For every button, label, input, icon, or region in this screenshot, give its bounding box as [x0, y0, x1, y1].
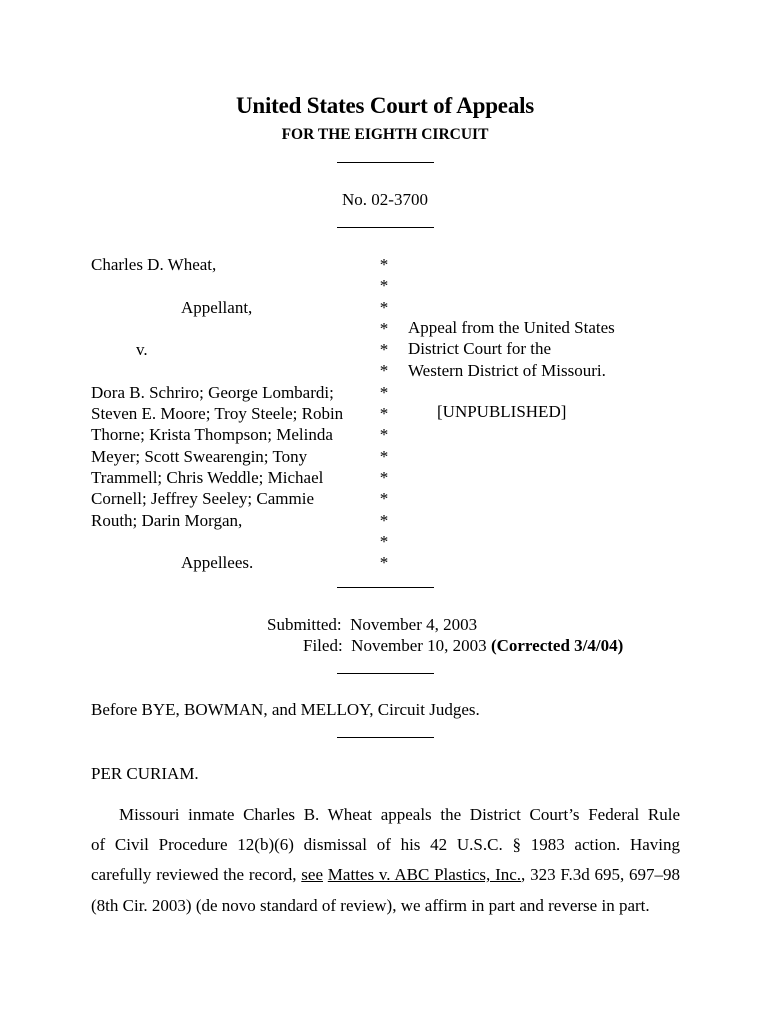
appellee-line: Trammell; Chris Weddle; Michael — [91, 467, 324, 487]
caption-star: * — [379, 467, 389, 487]
filed-date: November 10, 2003 — [351, 636, 487, 656]
opinion-text: carefully reviewed the record, — [91, 865, 302, 885]
caption-star: * — [379, 276, 389, 296]
caption-star: * — [379, 446, 389, 466]
caption-star: * — [379, 255, 389, 274]
caption-star: * — [379, 318, 389, 338]
circuit-subtitle: FOR THE EIGHTH CIRCUIT — [281, 126, 489, 143]
opinion-text: , 323 F.3d 695, 697–98 — [521, 865, 681, 885]
caption-star: * — [379, 361, 389, 381]
appellee-line: Cornell; Jeffrey Seeley; Cammie — [91, 489, 314, 509]
opinion-line: Missouri inmate Charles B. Wheat appeals the District Court’s Federal Rule — [119, 805, 680, 824]
submitted-date: November 4, 2003 — [350, 615, 478, 634]
divider — [337, 737, 434, 738]
divider — [337, 673, 434, 674]
court-title: United States Court of Appeals — [235, 93, 535, 118]
caption-star: * — [379, 297, 389, 317]
appeal-from — [408, 317, 615, 381]
filed-row — [267, 635, 623, 656]
submitted-label: Submitted: — [267, 615, 342, 634]
caption-star: * — [379, 404, 389, 424]
signal-see: see — [301, 865, 323, 885]
filing-dates — [267, 614, 623, 657]
opinion-line — [91, 860, 680, 890]
divider — [337, 587, 434, 588]
appellee-line: Thorne; Krista Thompson; Melinda — [91, 425, 333, 445]
party-block — [91, 254, 343, 573]
appeal-from-line: Appeal from the United States — [408, 318, 615, 337]
caption-star: * — [379, 425, 389, 445]
caption-star: * — [379, 489, 389, 509]
appellant-name: Charles D. Wheat, — [91, 255, 217, 274]
caption-star: * — [379, 510, 389, 530]
divider — [337, 162, 434, 163]
case-number: No. 02-3700 — [342, 190, 428, 209]
case-citation: Mattes v. ABC Plastics, Inc. — [327, 865, 522, 885]
appeal-from-line: Western District of Missouri. — [408, 360, 606, 380]
appellant-role: Appellant, — [181, 297, 253, 317]
caption-star-column — [377, 254, 391, 573]
submitted-row — [267, 614, 623, 635]
panel-judges: Before BYE, BOWMAN, and MELLOY, Circuit Judges. — [91, 700, 480, 719]
divider — [337, 227, 434, 228]
publication-status: [UNPUBLISHED] — [437, 402, 567, 421]
opinion-line: (8th Cir. 2003) (de novo standard of review), we affirm in part and reverse in part. — [91, 895, 650, 915]
opinion-paragraph — [91, 800, 680, 921]
corrected-note: (Corrected 3/4/04) — [490, 636, 624, 656]
appellee-line: Routh; Darin Morgan, — [91, 510, 243, 530]
appellee-line: Dora B. Schriro; George Lombardi; — [91, 382, 334, 402]
opinion-line: of Civil Procedure 12(b)(6) dismissal of his 42 U.S.C. § 1983 action. Having — [91, 835, 680, 855]
per-curiam-heading: PER CURIAM. — [91, 764, 199, 783]
appellee-line: Steven E. Moore; Troy Steele; Robin — [91, 404, 344, 424]
appeal-from-line: District Court for the — [408, 339, 552, 359]
appellee-line: Meyer; Scott Swearengin; Tony — [91, 446, 308, 466]
caption-star: * — [379, 553, 389, 573]
appellees-role: Appellees. — [181, 553, 254, 573]
caption-star: * — [379, 382, 389, 402]
filed-label: Filed: — [303, 636, 343, 656]
caption-star: * — [379, 531, 389, 551]
caption-star: * — [379, 340, 389, 360]
versus: v. — [136, 340, 148, 360]
